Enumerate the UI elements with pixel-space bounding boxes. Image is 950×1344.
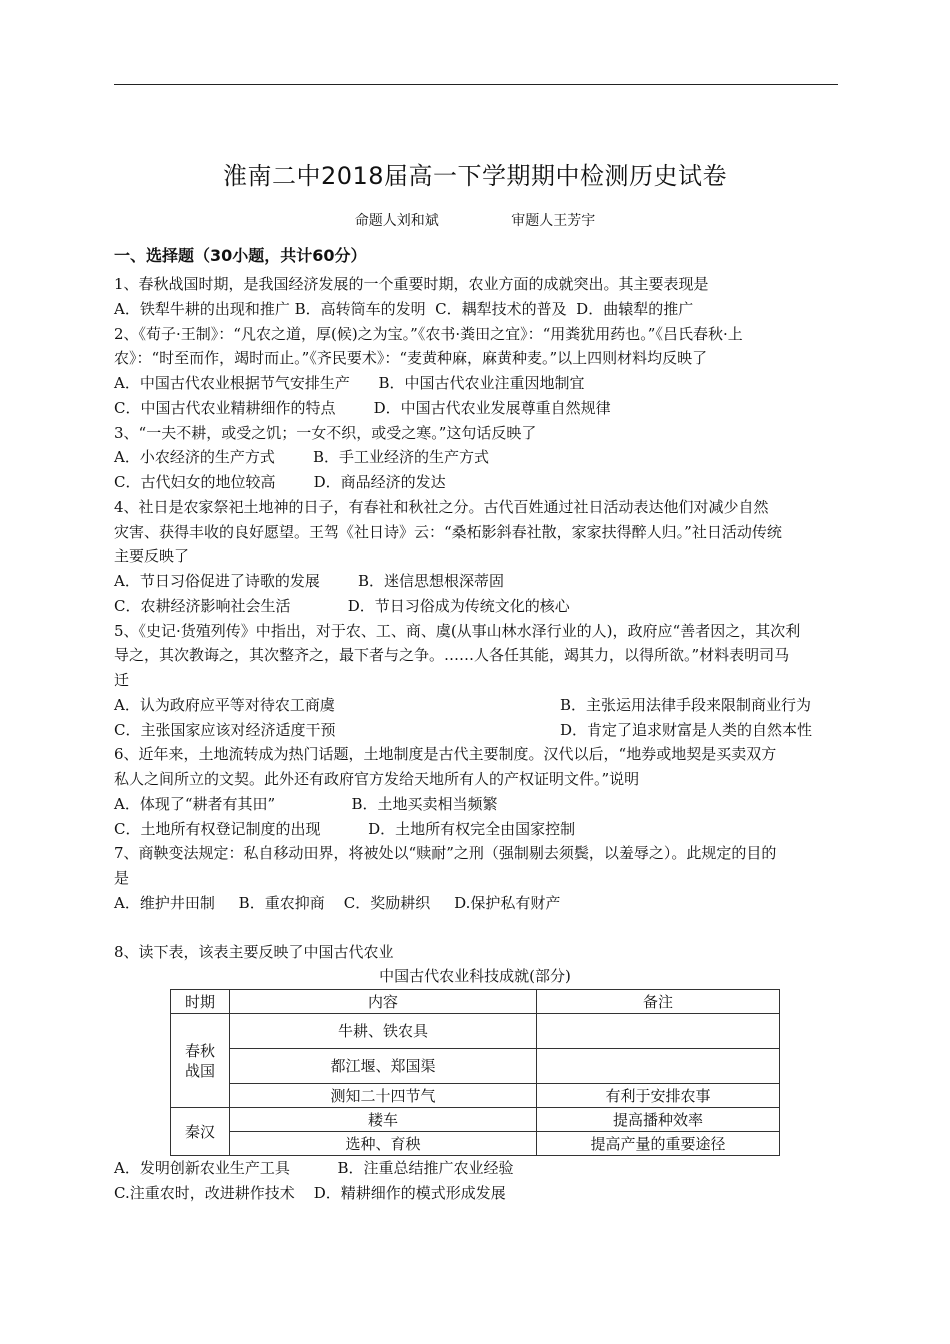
q5-stem-line2: 导之，其次教诲之，其次整齐之，最下者与之争。……人各任其能，竭其力，以得所欲。”材料表明司马 xyxy=(114,646,790,665)
q7-stem-line1: 7、商鞅变法规定：私自移动田界，将被处以“赎耐”之刑（强制剔去须鬓，以羞辱之）。此规定的目的 xyxy=(114,844,777,863)
q3-options-cd: C．古代妇女的地位较高 D．商品经济的发达 xyxy=(114,473,446,491)
table-row xyxy=(171,1049,780,1084)
q5-options-ab xyxy=(114,693,838,718)
agri-tech-table xyxy=(170,989,780,1156)
q3-stem: 3、“一夫不耕，或受之饥；一女不织，或受之寒。”这句话反映了 xyxy=(114,423,537,442)
q6-stem-line1: 6、近年来，土地流转成为热门话题，土地制度是古代主要制度。汉代以后，“地券或地契是买卖双方 xyxy=(114,745,777,764)
q5-option-a: A．认为政府应平等对待农工商虞 xyxy=(114,695,335,714)
content-cell: 测知二十四节气 xyxy=(230,1084,537,1108)
header-content: 内容 xyxy=(230,990,537,1014)
spacer xyxy=(114,916,838,940)
q8-options-ab: A．发明创新农业生产工具 B．注重总结推广农业经验 xyxy=(114,1159,514,1177)
header-note: 备注 xyxy=(537,990,780,1014)
q2-stem-line1: 2、《荀子·王制》：“凡农之道，厚(候)之为宝。”《农书·粪田之宜》：“用粪犹用药也。”《吕氏春秋·上 xyxy=(114,324,743,343)
note-cell: 提高产量的重要途径 xyxy=(537,1132,780,1156)
q2-options-cd: C．中国古代农业精耕细作的特点 D．中国古代农业发展尊重自然规律 xyxy=(114,398,611,417)
q8-options-cd: C.注重农时，改进耕作技术 D．精耕细作的模式形成发展 xyxy=(114,1183,506,1202)
q7-stem-line2: 是 xyxy=(114,869,130,887)
author-line xyxy=(0,210,950,230)
q5-stem-line3: 迁 xyxy=(114,671,130,689)
table-row xyxy=(171,1132,780,1156)
q4-stem-line3: 主要反映了 xyxy=(114,547,190,566)
table-header-row xyxy=(171,990,780,1014)
reviewer: 审题人王芳宇 xyxy=(511,213,596,229)
note-cell: 有利于安排农事 xyxy=(537,1084,780,1108)
q6-options-cd: C．土地所有权登记制度的出现 D．土地所有权完全由国家控制 xyxy=(114,819,576,838)
q3-options-ab: A．小农经济的生产方式 B．手工业经济的生产方式 xyxy=(114,448,490,467)
q1-options: A．铁犁牛耕的出现和推广 B．高转筒车的发明 C．耦犁技术的普及 D．曲辕犁的推广 xyxy=(114,299,694,318)
content-cell: 都江堰、郑国渠 xyxy=(230,1049,537,1084)
period-cell xyxy=(171,1014,230,1108)
q2-stem-line2: 农》：“时至而作，竭时而止。”《齐民要术》：“麦黄种麻，麻黄种麦。”以上四则材料均反映了 xyxy=(114,349,708,368)
q6-options-ab: A．体现了“耕者有其田” B．土地买卖相当频繁 xyxy=(114,794,498,813)
period-cell: 秦汉 xyxy=(171,1108,230,1156)
q7-options: A．维护井田制 B．重农抑商 C．奖励耕织 D.保护私有财产 xyxy=(114,893,561,912)
q5-stem-line1: 5、《史记·货殖列传》中指出，对于农、工、商、虞(从事山林水泽行业的人)，政府应“善者因之，其次利 xyxy=(114,621,801,640)
question-list xyxy=(114,272,838,1206)
table-row xyxy=(171,1108,780,1132)
q1-stem: 1、春秋战国时期，是我国经济发展的一个重要时期，农业方面的成就突出。其主要表现是 xyxy=(114,275,709,293)
q5-options-cd xyxy=(114,718,838,743)
content-cell: 耧车 xyxy=(230,1108,537,1132)
period-spring-autumn: 春秋 战国 xyxy=(184,1041,215,1080)
q4-options-cd: C．农耕经济影响社会生活 D．节日习俗成为传统文化的核心 xyxy=(114,596,570,615)
q5-option-c: C．主张国家应该对经济适度干预 xyxy=(114,720,336,739)
table-row xyxy=(171,1014,780,1049)
q8-stem: 8、读下表，该表主要反映了中国古代农业 xyxy=(114,942,394,961)
q6-stem-line2: 私人之间所立的文契。此外还有政府官方发给天地所有人的产权证明文件。”说明 xyxy=(114,770,640,788)
content-cell: 选种、育秧 xyxy=(230,1132,537,1156)
header-period: 时期 xyxy=(171,990,230,1014)
q5-option-b: B．主张运用法律手段来限制商业行为 xyxy=(560,695,812,714)
section-heading: 一、选择题（30小题，共计60分） xyxy=(114,246,367,265)
note-cell xyxy=(537,1049,780,1084)
q4-options-ab: A．节日习俗促进了诗歌的发展 B．迷信思想根深蒂固 xyxy=(114,572,505,590)
table-row xyxy=(171,1084,780,1108)
table-caption: 中国古代农业科技成就(部分) xyxy=(379,967,571,986)
note-cell: 提高播种效率 xyxy=(537,1108,780,1132)
note-cell xyxy=(537,1014,780,1049)
q2-options-ab: A．中国古代农业根据节气安排生产 B．中国古代农业注重因地制宜 xyxy=(114,374,585,392)
author: 命题人刘和斌 xyxy=(354,213,439,229)
content-cell: 牛耕、铁农具 xyxy=(230,1014,537,1049)
q5-option-d: D．肯定了追求财富是人类的自然本性 xyxy=(560,720,813,739)
q4-stem-line2: 灾害、获得丰收的良好愿望。王驾《社日诗》云：“桑柘影斜春社散，家家扶得醉人归。”社日活动传统 xyxy=(114,522,782,541)
header-rule xyxy=(114,84,838,85)
q4-stem-line1: 4、社日是农家祭祀土地神的日子，有春社和秋社之分。古代百姓通过社日活动表达他们对减少自然 xyxy=(114,497,769,516)
page-title: 淮南二中2018届高一下学期期中检测历史试卷 xyxy=(222,162,728,190)
